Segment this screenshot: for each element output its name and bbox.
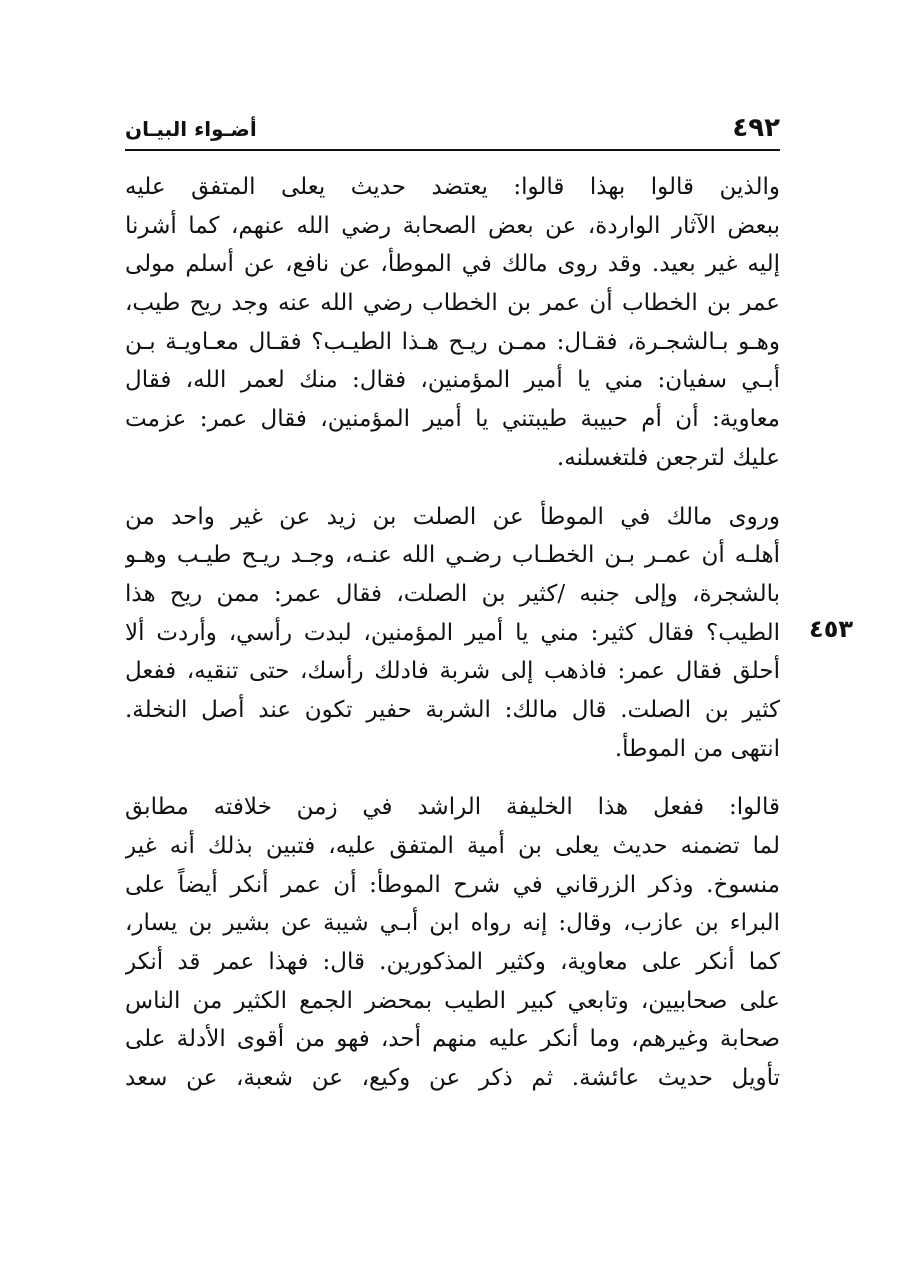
paragraph-3 [125,788,780,1098]
text-line: معاوية: أن أم حبيبة طيبتني يا أمير المؤمنين، فقال عمر: عزمت [125,406,780,433]
text-line: أبـي سفيان: مني يا أمير المؤمنين، فقال: منك لعمر الله، فقال [125,367,780,394]
text-line: منسوخ. وذكر الزرقاني في شرح الموطأ: أن عمر أنكر أيضاً على [125,871,780,898]
page-number: ٤٩٢ [732,113,780,143]
text-line: كثير بن الصلت. قال مالك: الشربة حفير تكون عند أصل النخلة. [125,696,780,723]
paragraph-spacer [125,478,780,498]
text-line: قالوا: ففعل هذا الخليفة الراشد في زمن خلافته مطابق [125,794,780,821]
text-line: انتهى من الموطأ. [614,735,780,762]
header-divider [125,149,780,151]
text-line: إليه غير بعيد. وقد روى مالك في الموطأ، عن نافع، عن أسلم مولى [125,251,780,278]
paragraph-2 [125,498,780,769]
text-line: الطيب؟ فقال كثير: مني يا أمير المؤمنين، لبدت رأسي، وأردت ألا [125,619,780,646]
text-line: أهلـه أن عمـر بـن الخطـاب رضـي الله عنـه، وجـد ريـح طيـب وهـو [125,542,780,569]
text-line: تأويل حديث عائشة. ثم ذكر عن وكيع، عن شعبة، عن سعد [125,1065,780,1092]
body-text [125,168,780,1098]
text-line: عمر بن الخطاب أن عمر بن الخطاب رضي الله عنه وجد ريح طيب، [125,290,780,317]
page-header [125,110,780,150]
text-line: وهـو بـالشجـرة، فقـال: ممـن ريـح هـذا الطيـب؟ فقـال معـاويـة بـن [125,328,780,355]
text-line: وروى مالك في الموطأ عن الصلت بن زيد عن غير واحد من [125,503,780,530]
text-line: عليك لترجعن فلتغسلنه. [556,444,780,471]
text-line: صحابة وغيرهم، وما أنكر عليه منهم أحد، فهو من أقوى الأدلة على [125,1026,780,1053]
text-line: لما تضمنه حديث يعلى بن أمية المتفق عليه، فتبين بذلك أنه غير [125,833,780,859]
text-line: بالشجرة، وإلى جنبه /كثير بن الصلت، فقال عمر: ممن ريح هذا [125,580,780,607]
text-line: كما أنكر على معاوية، وكثير المذكورين. قال: فهذا عمر قد أنكر [125,949,780,976]
text-line: ببعض الآثار الواردة، عن بعض الصحابة رضي الله عنهم، كما أشرنا [125,212,780,239]
margin-page-reference: ٤٥٣ [809,615,853,643]
text-line: أحلق فقال عمر: فاذهب إلى شربة فادلك رأسك، حتى تنقيه، ففعل [125,658,780,685]
running-title: أضـواء البيـان [125,117,257,141]
text-line: والذين قالوا بهذا قالوا: يعتضد حديث يعلى المتفق عليه [125,174,780,200]
paragraph-spacer [125,768,780,788]
paragraph-1 [125,168,780,478]
text-line: البراء بن عازب، وقال: إنه رواه ابن أبـي شيبة عن بشير بن يسار، [125,910,780,937]
text-line: على صحابيين، وتابعي كبير الطيب بمحضر الجمع الكثير من الناس [125,987,780,1014]
